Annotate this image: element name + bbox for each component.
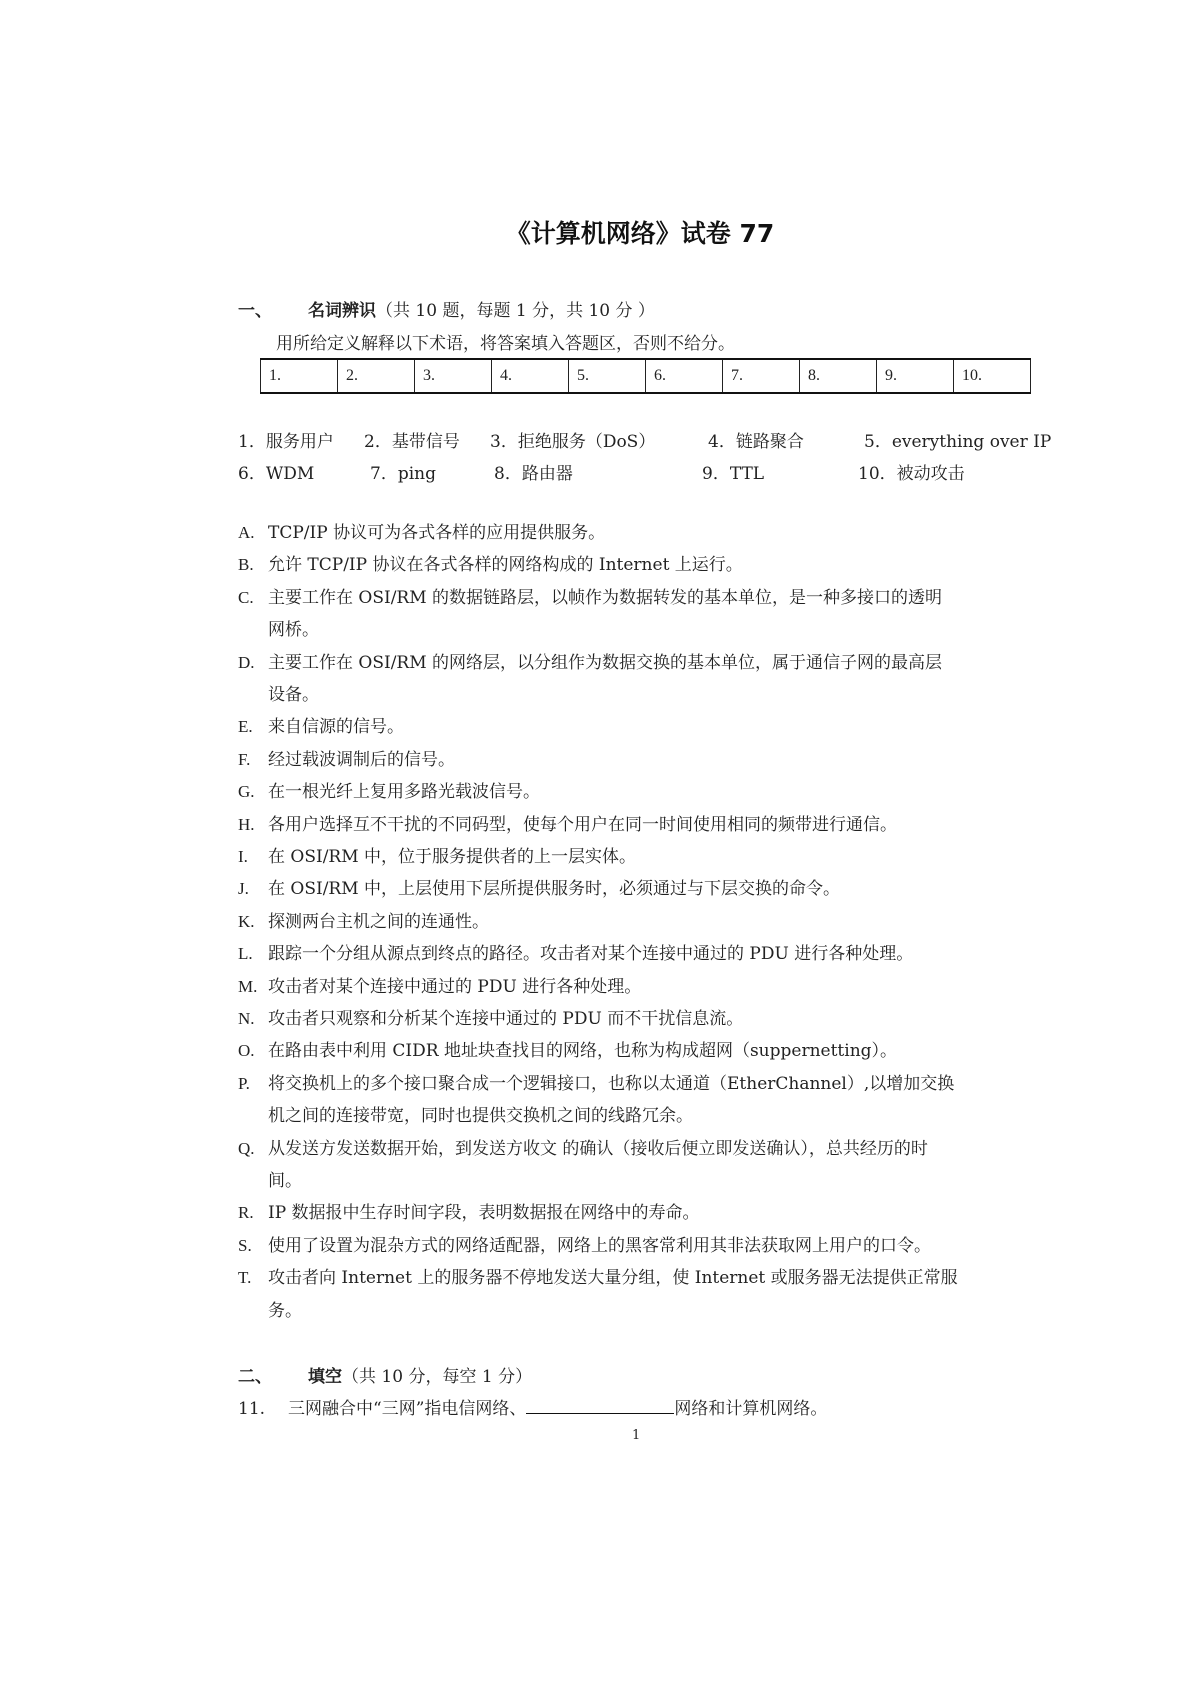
- question-11-blank[interactable]: [526, 1399, 674, 1414]
- definition-item: [238, 1035, 1038, 1067]
- section-2-name: 填空: [308, 1367, 342, 1387]
- definition-label: L.: [238, 944, 253, 964]
- answer-cell[interactable]: 3.: [415, 359, 492, 393]
- section-1-number: 一、: [238, 301, 272, 321]
- definition-text: 来自信源的信号。: [268, 717, 404, 738]
- definition-item: [238, 1133, 1038, 1198]
- definition-text: 在一根光纤上复用多路光载波信号。: [268, 782, 540, 803]
- term-item: 7．ping: [370, 464, 436, 484]
- section-1-instruction: 用所给定义解释以下术语，将答案填入答题区，否则不给分。: [276, 334, 735, 354]
- definition-label: H.: [238, 814, 255, 834]
- definition-text: 跟踪一个分组从源点到终点的路径。攻击者对某个连接中通过的 PDU 进行各种处理。: [268, 944, 914, 965]
- definition-item: [238, 906, 1038, 938]
- term-item: 5．everything over IP: [864, 432, 1052, 452]
- definition-label: P.: [238, 1073, 250, 1093]
- definition-text: 将交换机上的多个接口聚合成一个逻辑接口，也称以太通道（EtherChannel）,以增加交换: [268, 1073, 955, 1094]
- answer-cell[interactable]: 6.: [646, 359, 723, 393]
- definition-text: 在路由表中利用 CIDR 地址块查找目的网络，也称为构成超网（suppernetting）。: [268, 1041, 898, 1062]
- definition-text: 攻击者对某个连接中通过的 PDU 进行各种处理。: [268, 976, 642, 997]
- definition-label: S.: [238, 1235, 252, 1255]
- definition-item: [238, 971, 1038, 1003]
- definition-text: IP 数据报中生存时间字段，表明数据报在网络中的寿命。: [268, 1203, 700, 1224]
- definition-item: [238, 647, 1038, 712]
- section-2-number: 二、: [238, 1367, 272, 1387]
- definition-text: 各用户选择互不干扰的不同码型，使每个用户在同一时间使用相同的频带进行通信。: [268, 814, 897, 835]
- section-2-heading: [238, 1362, 532, 1387]
- definition-label: R.: [238, 1203, 254, 1223]
- definition-label: K.: [238, 911, 255, 931]
- term-item: 9．TTL: [702, 464, 765, 484]
- definition-text: 允许 TCP/IP 协议在各式各样的网络构成的 Internet 上运行。: [268, 555, 743, 576]
- section-2-detail: （共 10 分，每空 1 分）: [342, 1367, 533, 1387]
- definition-label: T.: [238, 1268, 252, 1288]
- definition-text: 设备。: [268, 685, 319, 705]
- definition-item: [238, 1197, 1038, 1229]
- definition-text: 主要工作在 OSI/RM 的数据链路层，以帧作为数据转发的基本单位，是一种多接口的透明: [268, 587, 943, 608]
- definition-text: 攻击者只观察和分析某个连接中通过的 PDU 而不干扰信息流。: [268, 1009, 744, 1029]
- answer-cell[interactable]: 9.: [877, 359, 954, 393]
- term-item: 3．拒绝服务（DoS）: [490, 432, 656, 452]
- question-11-text-after: 网络和计算机网络。: [674, 1399, 828, 1419]
- definition-item: [238, 1230, 1038, 1262]
- definition-item: [238, 938, 1038, 970]
- definition-item: [238, 809, 1038, 841]
- answer-cell[interactable]: 4.: [492, 359, 569, 393]
- definition-text: 务。: [268, 1300, 302, 1321]
- definition-item: [238, 841, 1038, 873]
- definition-label: D.: [238, 652, 255, 672]
- definition-item: [238, 744, 1038, 776]
- question-11: [238, 1394, 827, 1419]
- answer-cell[interactable]: 5.: [569, 359, 646, 393]
- answer-table: [260, 358, 1031, 394]
- answer-cell[interactable]: 10.: [954, 359, 1031, 393]
- definition-label: J.: [238, 879, 249, 899]
- section-1-detail: （共 10 题，每题 1 分，共 10 分 ）: [376, 301, 655, 321]
- definition-label: F.: [238, 749, 251, 769]
- term-item: 10．被动攻击: [858, 464, 965, 484]
- answer-cell[interactable]: 1.: [261, 359, 338, 393]
- answer-cell[interactable]: 7.: [723, 359, 800, 393]
- question-11-text-before: 三网融合中“三网”指电信网络、: [288, 1399, 527, 1419]
- definition-item: [238, 1068, 1038, 1133]
- definition-label: I.: [238, 847, 248, 866]
- term-item: 4．链路聚合: [708, 432, 804, 452]
- definition-text: 经过载波调制后的信号。: [268, 749, 455, 770]
- answer-cell[interactable]: 2.: [338, 359, 415, 393]
- definition-label: B.: [238, 555, 254, 575]
- definition-text: 使用了设置为混杂方式的网络适配器，网络上的黑客常利用其非法获取网上用户的口令。: [268, 1235, 931, 1256]
- definition-label: N.: [238, 1009, 255, 1028]
- term-item: 6．WDM: [238, 464, 315, 484]
- definition-item: [238, 1003, 1038, 1035]
- section-1-name: 名词辨识: [308, 301, 376, 321]
- definition-item: [238, 776, 1038, 808]
- definition-item: [238, 517, 1038, 549]
- definition-item: [238, 873, 1038, 905]
- term-item: 2．基带信号: [364, 432, 460, 452]
- definition-label: A.: [238, 523, 255, 542]
- definition-text: 主要工作在 OSI/RM 的网络层，以分组作为数据交换的基本单位，属于通信子网的最高层: [268, 652, 943, 673]
- definition-label: O.: [238, 1041, 255, 1061]
- definition-text: 间。: [268, 1171, 302, 1191]
- definition-label: M.: [238, 976, 258, 996]
- definition-item: [238, 1262, 1038, 1327]
- definition-text: 在 OSI/RM 中，上层使用下层所提供服务时，必须通过与下层交换的命令。: [268, 879, 841, 900]
- definition-label: E.: [238, 717, 253, 737]
- term-item: 8．路由器: [494, 464, 573, 484]
- definition-text: TCP/IP 协议可为各式各样的应用提供服务。: [268, 523, 606, 543]
- definition-text: 探测两台主机之间的连通性。: [268, 911, 489, 932]
- definition-text: 从发送方发送数据开始，到发送方收文 的确认（接收后便立即发送确认），总共经历的时: [268, 1138, 928, 1159]
- definition-item: [238, 711, 1038, 743]
- definition-item: [238, 582, 1038, 647]
- definition-item: [238, 549, 1038, 581]
- definition-label: Q.: [238, 1138, 255, 1158]
- definition-label: C.: [238, 587, 254, 607]
- term-item: 1．服务用户: [238, 432, 334, 452]
- section-1-heading: [238, 296, 655, 321]
- answer-cell[interactable]: 8.: [800, 359, 877, 393]
- question-11-number: 11.: [238, 1399, 266, 1419]
- definition-text: 机之间的连接带宽，同时也提供交换机之间的线路冗余。: [268, 1106, 693, 1127]
- definition-text: 攻击者向 Internet 上的服务器不停地发送大量分组，使 Internet 或服务器无法提供正常服: [268, 1268, 958, 1289]
- definition-text: 在 OSI/RM 中，位于服务提供者的上一层实体。: [268, 847, 637, 867]
- page-number: 1: [632, 1428, 641, 1443]
- definition-label: G.: [238, 782, 255, 802]
- page-title: 《计算机网络》试卷 77: [505, 219, 775, 248]
- definition-text: 网桥。: [268, 620, 319, 641]
